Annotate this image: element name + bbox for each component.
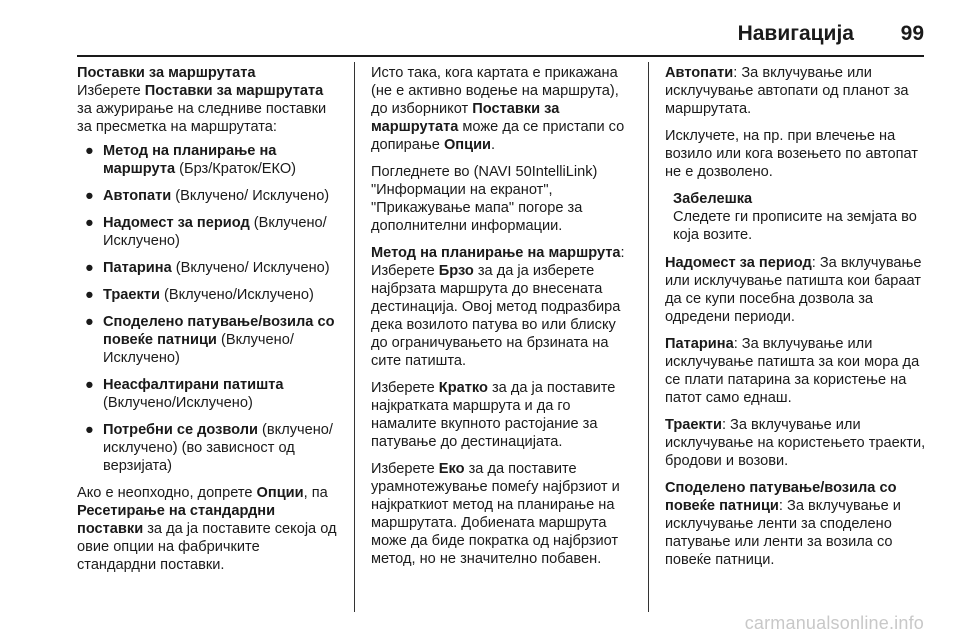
option-name: Метод на планирање на маршрута [103, 143, 277, 177]
text-run: за да поставите урамнотежување помеѓу најбрзиот и најкраткиот метод на планирање на маршрутата. Добиената маршрута може да биде пократка од најбрзиот метод, но не значително побавен. [371, 461, 620, 567]
bullet-icon: ● [85, 314, 94, 330]
text-run: за да ја изберете најбрзата маршрута до внесената дестинација. Овој метод подразбира дека возилото патува во или блиску до ограничувањето на брзината на сите патишта. [371, 263, 621, 369]
text-run: Ако е неопходно, допрете [77, 485, 257, 501]
carpool-paragraph [665, 479, 927, 569]
text-run: : За вклучување или исклучување патишта кои бараат да се купи посебна дозвола за одредени периоди. [665, 255, 922, 325]
option-value: (Вклучено/Исклучено) [103, 215, 327, 249]
note-title: Забелешка [673, 191, 753, 207]
bullet-icon: ● [85, 143, 94, 159]
toll-paragraph [665, 335, 927, 407]
list-item [77, 376, 339, 412]
reference-paragraph: Погледнете во (NAVI 50IntelliLink) "Информации на екранот", "Прикажување мапа" погоре за дополнителни информации. [371, 164, 598, 234]
note-text: Следете ги прописите на земјата во која возите. [673, 209, 917, 243]
options-access-paragraph [371, 64, 633, 154]
bold-term: Надомест за период [665, 255, 812, 271]
list-item [77, 187, 339, 205]
text-run: за ажурирање на следниве поставки за пресметка на маршрутата: [77, 101, 327, 135]
option-value: (вклучено/исклучено) (во зависност од верзијата) [103, 422, 333, 474]
option-name: Автопати [103, 188, 172, 204]
bullet-icon: ● [85, 188, 94, 204]
text-run: : За вклучување или исклучување патишта за кои мора да се плати патарина за користење на патот само еднаш. [665, 336, 920, 406]
bold-term: Еко [438, 461, 465, 477]
text-run: Изберете [77, 83, 145, 99]
text-run: : За вклучување или исклучување автопати од планот за маршрутата. [665, 65, 909, 117]
list-item [77, 286, 339, 304]
intro-paragraph [77, 82, 339, 136]
option-value: (Брз/Краток/ЕКО) [175, 161, 297, 177]
bold-term: Кратко [438, 380, 488, 396]
column-2 [371, 64, 633, 577]
watermark: carmanualsonline.info [744, 613, 924, 633]
bullet-icon: ● [85, 215, 94, 231]
bold-term: Патарина [665, 336, 734, 352]
bullet-icon: ● [85, 287, 94, 303]
bold-term: Траекти [665, 417, 722, 433]
column-1 [77, 64, 339, 583]
page-number: 99 [900, 22, 924, 45]
bold-term: Поставки за маршрутата [371, 101, 560, 135]
option-value: (Вклучено/ Исклучено) [171, 188, 330, 204]
bold-term: Споделено патување/возила со повеќе патници [665, 480, 897, 514]
ferries-paragraph [665, 416, 927, 470]
column-3 [665, 64, 927, 578]
reset-paragraph [77, 484, 339, 574]
option-name: Потребни се дозволи [103, 422, 258, 438]
bullet-icon: ● [85, 422, 94, 438]
text-run: Изберете [371, 380, 439, 396]
text-run: : Изберете [371, 245, 625, 279]
option-value: (Вклучено/Исклучено) [103, 395, 253, 411]
text-run: . [491, 137, 496, 153]
option-name: Траекти [103, 287, 160, 303]
eco-method-paragraph [371, 460, 633, 568]
bold-term: Опции [443, 137, 492, 153]
chapter-title: Навигација [737, 22, 854, 45]
option-name: Споделено патување/возила со повеќе патници [103, 314, 335, 348]
column-divider-2 [648, 62, 649, 612]
option-name: Неасфалтирани патишта [103, 377, 284, 393]
list-item [77, 421, 339, 475]
bullet-icon: ● [85, 377, 94, 393]
page-header [0, 0, 960, 50]
bold-term: Брзо [438, 263, 474, 279]
text-run: за да ја поставите најкратката маршрута и да го намалите вкупното растојание за патување до дестинацијата. [371, 380, 616, 450]
list-item [77, 214, 339, 250]
option-name: Патарина [103, 260, 172, 276]
list-item [77, 259, 339, 277]
options-list [77, 142, 339, 475]
text-run: , па [303, 485, 328, 501]
column-divider-1 [354, 62, 355, 612]
short-method-paragraph [371, 379, 633, 451]
note-box [665, 190, 927, 244]
option-value: (Вклучено/ Исклучено) [171, 260, 330, 276]
motorways-paragraph [665, 64, 927, 118]
text-run: за да ја поставите секоја од овие опции на фабричките стандардни поставки. [77, 521, 337, 573]
route-method-paragraph [371, 244, 633, 370]
text-run: може да се пристапи со допирање [371, 119, 625, 153]
list-item [77, 313, 339, 367]
option-name: Надомест за период [103, 215, 250, 231]
text-run: Изберете [371, 461, 439, 477]
option-value: (Вклучено/Исклучено) [159, 287, 314, 303]
text-run: Исто така, кога картата е прикажана (не е активно водење на маршрута), до изборникот [371, 65, 619, 117]
bold-term: Поставки за маршрутата [144, 83, 324, 99]
bold-term: Опции [256, 485, 304, 501]
period-charge-paragraph [665, 254, 927, 326]
bold-term: Метод на планирање на маршрута [371, 245, 621, 261]
bold-term: Ресетирање на стандардни поставки [77, 503, 276, 537]
bold-term: Автопати [665, 65, 734, 81]
list-item [77, 142, 339, 178]
option-value: (Вклучено/ Исклучено) [103, 332, 294, 366]
section-title-route-settings: Поставки за маршрутата [77, 65, 256, 81]
text-run: : За вклучување и исклучување ленти за споделено патување или ленти за возила со повеќе патници. [665, 498, 901, 568]
text-run: : За вклучување или исклучување на користењето траекти, бродови и возови. [665, 417, 926, 469]
header-rule [77, 55, 924, 57]
bullet-icon: ● [85, 260, 94, 276]
motorways-note-paragraph: Исклучете, на пр. при влечење на возило или кога возењето по автопат не е дозволено. [665, 128, 918, 180]
